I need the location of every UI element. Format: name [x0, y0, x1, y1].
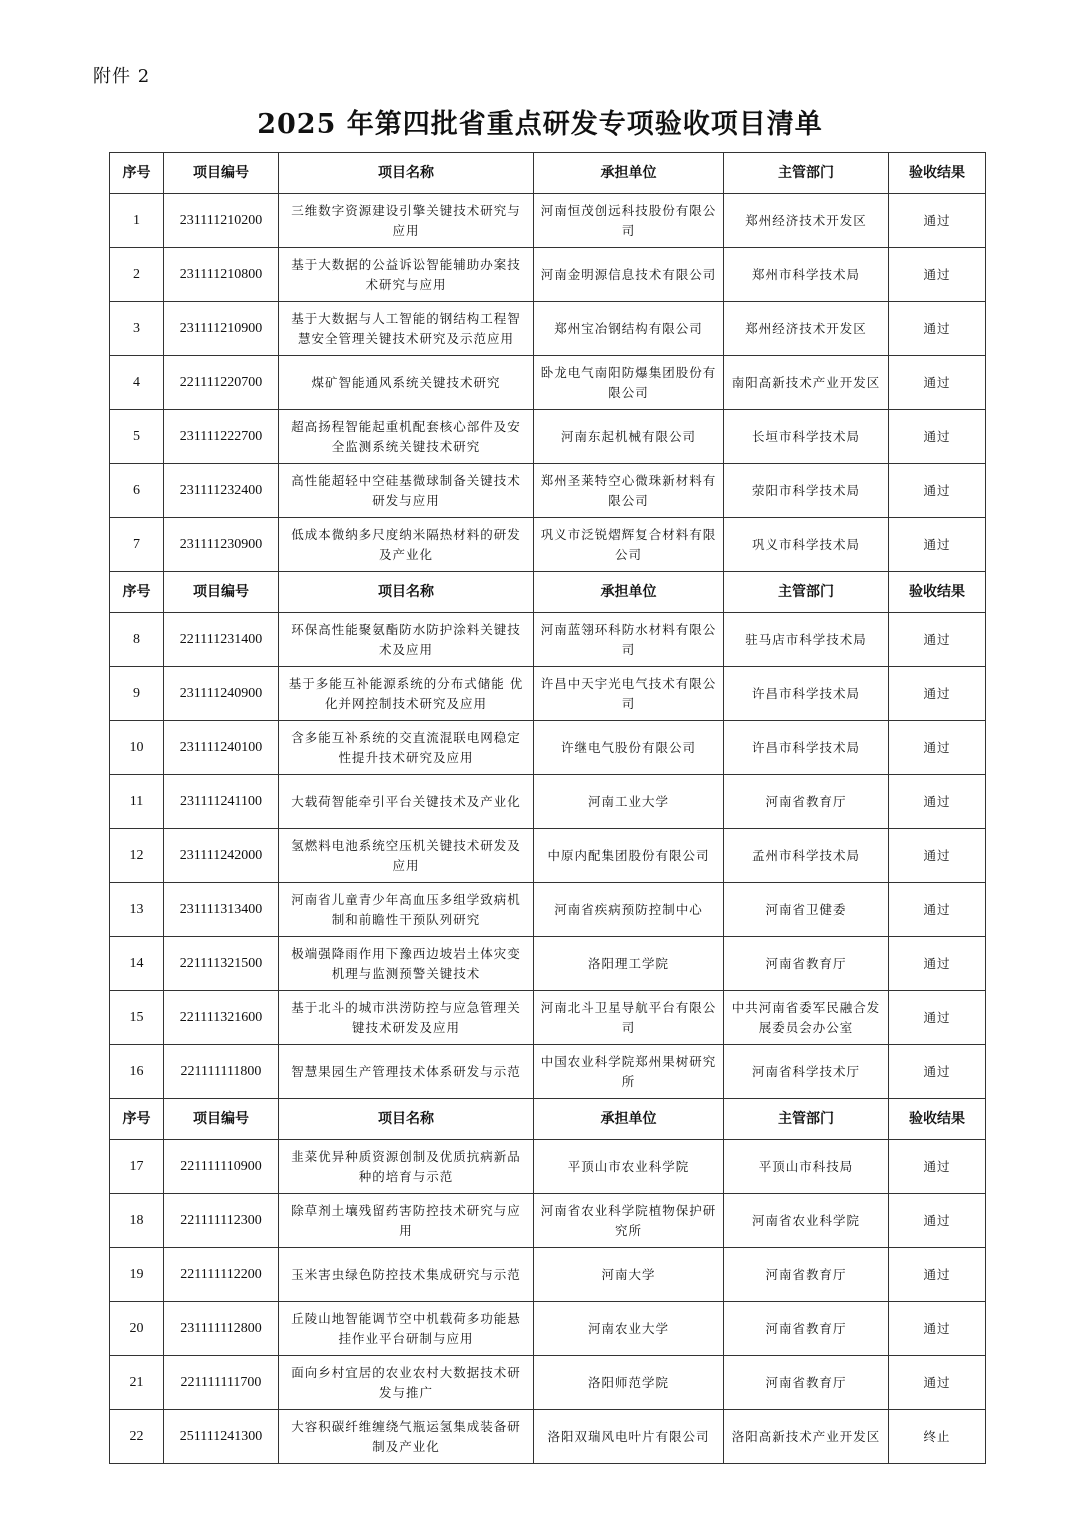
cell-project-code: 221111321600 [164, 991, 279, 1045]
cell-undertaking-unit: 河南省农业科学院植物保护研究所 [534, 1194, 724, 1248]
cell-supervising-department: 平顶山市科技局 [724, 1140, 889, 1194]
cell-undertaking-unit: 郑州宝冶钢结构有限公司 [534, 302, 724, 356]
cell-supervising-department: 南阳高新技术产业开发区 [724, 356, 889, 410]
cell-supervising-department: 中共河南省委军民融合发展委员会办公室 [724, 991, 889, 1045]
column-header-project-name: 项目名称 [279, 153, 534, 194]
cell-supervising-department: 荥阳市科学技术局 [724, 464, 889, 518]
cell-serial-number: 16 [110, 1045, 164, 1099]
column-header-supervising-department: 主管部门 [724, 572, 889, 613]
cell-project-code: 231111222700 [164, 410, 279, 464]
cell-supervising-department: 洛阳高新技术产业开发区 [724, 1410, 889, 1464]
table-row [110, 356, 986, 410]
cell-supervising-department: 驻马店市科学技术局 [724, 613, 889, 667]
cell-supervising-department: 河南省科学技术厅 [724, 1045, 889, 1099]
cell-undertaking-unit: 中国农业科学院郑州果树研究所 [534, 1045, 724, 1099]
cell-project-name: 基于多能互补能源系统的分布式储能 优化并网控制技术研究及应用 [279, 667, 534, 721]
column-header-project-code: 项目编号 [164, 572, 279, 613]
cell-undertaking-unit: 许昌中天宇光电气技术有限公司 [534, 667, 724, 721]
cell-project-code: 231111232400 [164, 464, 279, 518]
table-row [110, 410, 986, 464]
cell-acceptance-result: 通过 [889, 667, 986, 721]
table-row [110, 613, 986, 667]
column-header-supervising-department: 主管部门 [724, 153, 889, 194]
cell-supervising-department: 河南省教育厅 [724, 1356, 889, 1410]
table-row [110, 464, 986, 518]
cell-serial-number: 2 [110, 248, 164, 302]
column-header-project-code: 项目编号 [164, 1099, 279, 1140]
cell-undertaking-unit: 中原内配集团股份有限公司 [534, 829, 724, 883]
cell-serial-number: 20 [110, 1302, 164, 1356]
cell-project-code: 221111112300 [164, 1194, 279, 1248]
column-header-undertaking-unit: 承担单位 [534, 153, 724, 194]
cell-project-code: 221111112200 [164, 1248, 279, 1302]
cell-project-code: 231111210800 [164, 248, 279, 302]
cell-undertaking-unit: 河南恒茂创远科技股份有限公司 [534, 194, 724, 248]
cell-project-code: 231111230900 [164, 518, 279, 572]
cell-undertaking-unit: 河南省疾病预防控制中心 [534, 883, 724, 937]
cell-serial-number: 18 [110, 1194, 164, 1248]
cell-serial-number: 8 [110, 613, 164, 667]
table-row [110, 1045, 986, 1099]
cell-project-name: 超高扬程智能起重机配套核心部件及安全监测系统关键技术研究 [279, 410, 534, 464]
cell-project-name: 氢燃料电池系统空压机关键技术研发及应用 [279, 829, 534, 883]
cell-undertaking-unit: 平顶山市农业科学院 [534, 1140, 724, 1194]
column-header-supervising-department: 主管部门 [724, 1099, 889, 1140]
cell-project-code: 221111220700 [164, 356, 279, 410]
cell-acceptance-result: 通过 [889, 1140, 986, 1194]
cell-acceptance-result: 通过 [889, 775, 986, 829]
table-row [110, 302, 986, 356]
cell-serial-number: 4 [110, 356, 164, 410]
column-header-acceptance-result: 验收结果 [889, 153, 986, 194]
table-row [110, 883, 986, 937]
cell-acceptance-result: 通过 [889, 991, 986, 1045]
cell-acceptance-result: 通过 [889, 1356, 986, 1410]
cell-undertaking-unit: 洛阳理工学院 [534, 937, 724, 991]
cell-project-code: 231111242000 [164, 829, 279, 883]
cell-undertaking-unit: 巩义市泛锐熠辉复合材料有限公司 [534, 518, 724, 572]
project-table [109, 152, 986, 1464]
column-header-project-name: 项目名称 [279, 1099, 534, 1140]
table-row [110, 775, 986, 829]
cell-acceptance-result: 通过 [889, 194, 986, 248]
cell-acceptance-result: 通过 [889, 518, 986, 572]
table-row [110, 1140, 986, 1194]
cell-serial-number: 3 [110, 302, 164, 356]
cell-serial-number: 6 [110, 464, 164, 518]
cell-project-name: 大容积碳纤维缠绕气瓶运氢集成装备研制及产业化 [279, 1410, 534, 1464]
cell-project-name: 含多能互补系统的交直流混联电网稳定性提升技术研究及应用 [279, 721, 534, 775]
cell-supervising-department: 许昌市科学技术局 [724, 667, 889, 721]
table-header-row [110, 153, 986, 194]
cell-supervising-department: 长垣市科学技术局 [724, 410, 889, 464]
cell-project-name: 基于北斗的城市洪涝防控与应急管理关键技术研发及应用 [279, 991, 534, 1045]
cell-supervising-department: 河南省卫健委 [724, 883, 889, 937]
project-table-body [110, 153, 986, 1464]
cell-serial-number: 5 [110, 410, 164, 464]
cell-project-code: 221111111800 [164, 1045, 279, 1099]
cell-acceptance-result: 通过 [889, 464, 986, 518]
page-title: 2025 年第四批省重点研发专项验收项目清单 [257, 109, 823, 140]
cell-serial-number: 11 [110, 775, 164, 829]
cell-serial-number: 1 [110, 194, 164, 248]
table-row [110, 1248, 986, 1302]
cell-undertaking-unit: 河南金明源信息技术有限公司 [534, 248, 724, 302]
cell-project-code: 231111210200 [164, 194, 279, 248]
column-header-serial-number: 序号 [110, 572, 164, 613]
cell-project-name: 玉米害虫绿色防控技术集成研究与示范 [279, 1248, 534, 1302]
cell-serial-number: 15 [110, 991, 164, 1045]
cell-undertaking-unit: 卧龙电气南阳防爆集团股份有限公司 [534, 356, 724, 410]
cell-serial-number: 7 [110, 518, 164, 572]
column-header-project-code: 项目编号 [164, 153, 279, 194]
cell-undertaking-unit: 河南大学 [534, 1248, 724, 1302]
cell-undertaking-unit: 河南北斗卫星导航平台有限公司 [534, 991, 724, 1045]
cell-project-code: 231111313400 [164, 883, 279, 937]
column-header-acceptance-result: 验收结果 [889, 572, 986, 613]
cell-supervising-department: 孟州市科学技术局 [724, 829, 889, 883]
table-row [110, 518, 986, 572]
cell-undertaking-unit: 郑州圣莱特空心微珠新材料有限公司 [534, 464, 724, 518]
table-row [110, 1410, 986, 1464]
cell-project-name: 煤矿智能通风系统关键技术研究 [279, 356, 534, 410]
cell-serial-number: 9 [110, 667, 164, 721]
cell-acceptance-result: 通过 [889, 410, 986, 464]
cell-supervising-department: 河南省教育厅 [724, 1302, 889, 1356]
table-row [110, 1302, 986, 1356]
cell-project-name: 河南省儿童青少年高血压多组学致病机制和前瞻性干预队列研究 [279, 883, 534, 937]
cell-supervising-department: 许昌市科学技术局 [724, 721, 889, 775]
cell-supervising-department: 郑州经济技术开发区 [724, 302, 889, 356]
cell-serial-number: 12 [110, 829, 164, 883]
cell-supervising-department: 河南省教育厅 [724, 775, 889, 829]
table-row [110, 721, 986, 775]
cell-acceptance-result: 通过 [889, 937, 986, 991]
table-row [110, 1194, 986, 1248]
table-row [110, 991, 986, 1045]
cell-undertaking-unit: 河南工业大学 [534, 775, 724, 829]
attachment-label: 附件 2 [93, 66, 151, 87]
cell-project-name: 智慧果园生产管理技术体系研发与示范 [279, 1045, 534, 1099]
cell-supervising-department: 河南省农业科学院 [724, 1194, 889, 1248]
cell-serial-number: 21 [110, 1356, 164, 1410]
cell-undertaking-unit: 洛阳师范学院 [534, 1356, 724, 1410]
cell-project-name: 三维数字资源建设引擎关键技术研究与应用 [279, 194, 534, 248]
cell-project-name: 低成本微纳多尺度纳米隔热材料的研发及产业化 [279, 518, 534, 572]
table-row [110, 1356, 986, 1410]
cell-serial-number: 17 [110, 1140, 164, 1194]
cell-undertaking-unit: 河南蓝翎环科防水材料有限公司 [534, 613, 724, 667]
cell-project-code: 221111111700 [164, 1356, 279, 1410]
cell-project-code: 221111110900 [164, 1140, 279, 1194]
cell-project-name: 面向乡村宜居的农业农村大数据技术研发与推广 [279, 1356, 534, 1410]
cell-project-code: 231111112800 [164, 1302, 279, 1356]
cell-supervising-department: 巩义市科学技术局 [724, 518, 889, 572]
cell-project-code: 231111241100 [164, 775, 279, 829]
cell-acceptance-result: 通过 [889, 356, 986, 410]
cell-acceptance-result: 通过 [889, 883, 986, 937]
cell-project-name: 高性能超轻中空硅基微球制备关键技术研发与应用 [279, 464, 534, 518]
cell-serial-number: 22 [110, 1410, 164, 1464]
cell-serial-number: 10 [110, 721, 164, 775]
cell-supervising-department: 河南省教育厅 [724, 1248, 889, 1302]
cell-project-name: 韭菜优异种质资源创制及优质抗病新品种的培育与示范 [279, 1140, 534, 1194]
cell-project-code: 231111240900 [164, 667, 279, 721]
cell-project-name: 环保高性能聚氨酯防水防护涂料关键技术及应用 [279, 613, 534, 667]
cell-acceptance-result: 通过 [889, 1045, 986, 1099]
project-table-container [109, 152, 985, 1464]
column-header-undertaking-unit: 承担单位 [534, 572, 724, 613]
table-header-row [110, 1099, 986, 1140]
cell-undertaking-unit: 河南农业大学 [534, 1302, 724, 1356]
column-header-project-name: 项目名称 [279, 572, 534, 613]
column-header-undertaking-unit: 承担单位 [534, 1099, 724, 1140]
cell-serial-number: 19 [110, 1248, 164, 1302]
cell-project-code: 221111231400 [164, 613, 279, 667]
cell-project-code: 231111240100 [164, 721, 279, 775]
cell-project-code: 221111321500 [164, 937, 279, 991]
table-row [110, 829, 986, 883]
cell-project-name: 极端强降雨作用下豫西边坡岩土体灾变机理与监测预警关键技术 [279, 937, 534, 991]
cell-serial-number: 14 [110, 937, 164, 991]
cell-project-code: 251111241300 [164, 1410, 279, 1464]
cell-acceptance-result: 通过 [889, 613, 986, 667]
column-header-serial-number: 序号 [110, 1099, 164, 1140]
table-header-row [110, 572, 986, 613]
cell-acceptance-result: 通过 [889, 721, 986, 775]
cell-supervising-department: 郑州经济技术开发区 [724, 194, 889, 248]
cell-acceptance-result: 终止 [889, 1410, 986, 1464]
column-header-acceptance-result: 验收结果 [889, 1099, 986, 1140]
cell-supervising-department: 郑州市科学技术局 [724, 248, 889, 302]
cell-undertaking-unit: 许继电气股份有限公司 [534, 721, 724, 775]
cell-undertaking-unit: 河南东起机械有限公司 [534, 410, 724, 464]
cell-project-name: 基于大数据与人工智能的钢结构工程智慧安全管理关键技术研究及示范应用 [279, 302, 534, 356]
cell-acceptance-result: 通过 [889, 829, 986, 883]
cell-project-name: 丘陵山地智能调节空中机载荷多功能悬挂作业平台研制与应用 [279, 1302, 534, 1356]
cell-acceptance-result: 通过 [889, 1302, 986, 1356]
cell-acceptance-result: 通过 [889, 248, 986, 302]
cell-project-name: 除草剂土壤残留药害防控技术研究与应用 [279, 1194, 534, 1248]
cell-supervising-department: 河南省教育厅 [724, 937, 889, 991]
table-row [110, 248, 986, 302]
cell-undertaking-unit: 洛阳双瑞风电叶片有限公司 [534, 1410, 724, 1464]
cell-acceptance-result: 通过 [889, 1194, 986, 1248]
cell-project-name: 大载荷智能牵引平台关键技术及产业化 [279, 775, 534, 829]
cell-project-code: 231111210900 [164, 302, 279, 356]
cell-acceptance-result: 通过 [889, 302, 986, 356]
cell-serial-number: 13 [110, 883, 164, 937]
table-row [110, 937, 986, 991]
table-row [110, 667, 986, 721]
cell-project-name: 基于大数据的公益诉讼智能辅助办案技术研究与应用 [279, 248, 534, 302]
cell-acceptance-result: 通过 [889, 1248, 986, 1302]
column-header-serial-number: 序号 [110, 153, 164, 194]
table-row [110, 194, 986, 248]
